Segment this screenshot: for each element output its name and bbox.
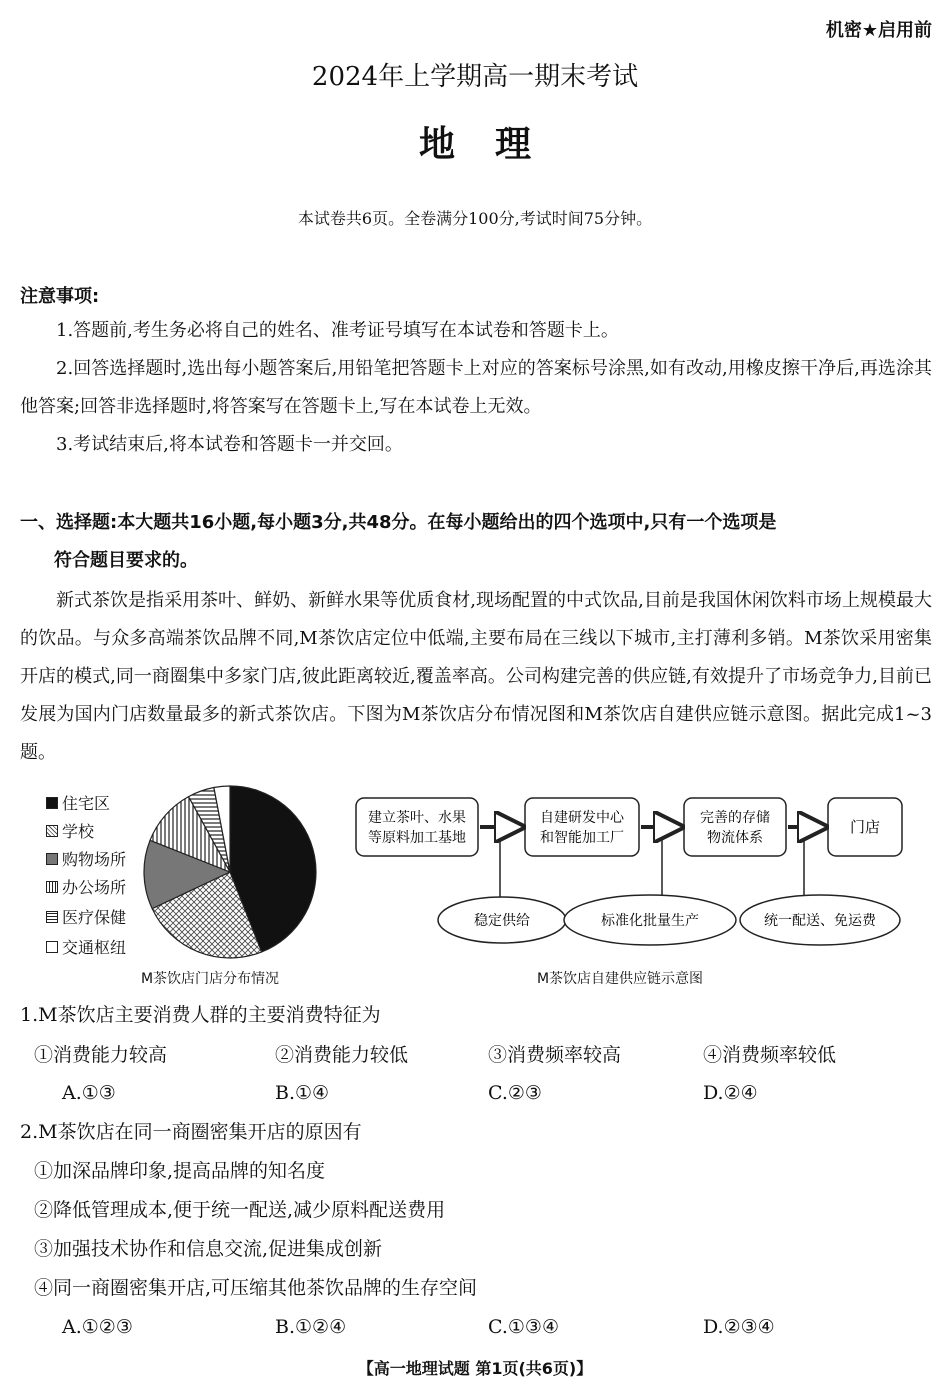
legend-swatch-icon bbox=[46, 825, 58, 837]
section-heading-cont: 符合题目要求的。 bbox=[54, 550, 198, 571]
notice-item-3: 3.考试结束后,将本试卷和答题卡一并交回。 bbox=[56, 434, 403, 455]
notice-item-1: 1.答题前,考生务必将自己的姓名、准考证号填写在本试卷和答题卡上。 bbox=[56, 320, 619, 341]
q2-option-a[interactable]: A.①②③ bbox=[62, 1316, 133, 1338]
legend-item: 住宅区 bbox=[46, 791, 110, 814]
supply-box-rd-line1: 自建研发中心 bbox=[540, 810, 624, 826]
legend-item: 购物场所 bbox=[46, 847, 126, 870]
supply-box-rd bbox=[525, 798, 639, 856]
q1-option-c[interactable]: C.②③ bbox=[488, 1082, 542, 1104]
legend-swatch-icon bbox=[46, 911, 58, 923]
diagram-caption: M茶饮店自建供应链示意图 bbox=[536, 971, 704, 987]
legend-item: 医疗保健 bbox=[46, 905, 126, 928]
legend-swatch-icon bbox=[46, 881, 58, 893]
supply-box-logistics bbox=[684, 798, 786, 856]
q2-statement: ①加深品牌印象,提高品牌的知名度 bbox=[34, 1160, 326, 1182]
supply-box-logistics-line1: 完善的存储 bbox=[700, 810, 770, 826]
exam-title: 2024年上学期高一期末考试 bbox=[311, 62, 639, 92]
supply-box-logistics-line2: 物流体系 bbox=[707, 830, 763, 846]
q2-option-b[interactable]: B.①②④ bbox=[275, 1316, 347, 1338]
q1-option-d[interactable]: D.②④ bbox=[703, 1082, 758, 1104]
exam-info: 本试卷共6页。全卷满分100分,考试时间75分钟。 bbox=[297, 209, 653, 228]
question-2-stem: 2.M茶饮店在同一商圈密集开店的原因有 bbox=[20, 1121, 362, 1143]
q2-statement: ④同一商圈密集开店,可压缩其他茶饮品牌的生存空间 bbox=[34, 1277, 478, 1299]
supply-box-base-line2: 等原料加工基地 bbox=[368, 830, 466, 846]
pie-caption: M茶饮店门店分布情况 bbox=[140, 971, 280, 987]
subject-title: 地理 bbox=[418, 124, 571, 165]
q1-option-a[interactable]: A.①③ bbox=[62, 1082, 116, 1104]
q2-statement: ②降低管理成本,便于统一配送,减少原料配送费用 bbox=[34, 1199, 446, 1221]
supply-box-base-line1: 建立茶叶、水果 bbox=[368, 810, 466, 826]
notice-item-2: 2.回答选择题时,选出每小题答案后,用铅笔把答题卡上对应的答案标号涂黑,如有改动,用橡皮擦干净后,再选涂其他答案;回答非选择题时,将答案写在答题卡上,写在本试卷上无效。 bbox=[20, 358, 932, 417]
supply-oval-standard-label: 标准化批量生产 bbox=[601, 913, 699, 929]
supply-box-store-label: 门店 bbox=[849, 818, 881, 836]
legend-swatch-icon bbox=[46, 797, 58, 809]
q1-statement: ③消费频率较高 bbox=[488, 1044, 622, 1066]
legend-item: 办公场所 bbox=[46, 875, 126, 898]
legend-swatch-icon bbox=[46, 853, 58, 865]
pie-chart bbox=[140, 782, 320, 962]
legend-item: 学校 bbox=[46, 819, 94, 842]
q2-option-c[interactable]: C.①③④ bbox=[488, 1316, 559, 1338]
section-heading: 一、选择题:本大题共16小题,每小题3分,共48分。在每小题给出的四个选项中,只有一个选项是 bbox=[20, 512, 777, 533]
q2-option-d[interactable]: D.②③④ bbox=[703, 1316, 775, 1338]
supply-box-base bbox=[356, 798, 478, 856]
q1-statement: ④消费频率较低 bbox=[703, 1044, 837, 1066]
legend-item: 交通枢纽 bbox=[46, 935, 126, 958]
supply-box-rd-line2: 和智能加工厂 bbox=[540, 830, 624, 846]
q1-statement: ①消费能力较高 bbox=[34, 1044, 168, 1066]
page-footer: 【高一地理试题 第1页(共6页)】 bbox=[357, 1359, 593, 1378]
question-1-stem: 1.M茶饮店主要消费人群的主要消费特征为 bbox=[20, 1004, 381, 1026]
supply-chain-diagram bbox=[350, 790, 910, 950]
passage: 新式茶饮是指采用茶叶、鲜奶、新鲜水果等优质食材,现场配置的中式饮品,目前是我国休闲饮料市场上规模最大的饮品。与众多高端茶饮品牌不同,M茶饮店定位中低端,主要布局在三线以下城市,主打薄利多销。M茶饮采用密集开店的模式,同一商圈集中多家门店,彼此距离较近,覆盖率高。公司构建完善的供应链,有效提升了市场竞争力,目前已发展为国内门店数量最多的新式茶饮店。下图为M茶饮店分布情况图和M茶饮店自建供应链示意图。据此完成1~3题。 bbox=[20, 590, 932, 763]
supply-oval-delivery-label: 统一配送、免运费 bbox=[764, 913, 876, 929]
q1-statement: ②消费能力较低 bbox=[275, 1044, 409, 1066]
q2-statement: ③加强技术协作和信息交流,促进集成创新 bbox=[34, 1238, 383, 1260]
confidential-mark: 机密★启用前 bbox=[825, 20, 932, 41]
q1-option-b[interactable]: B.①④ bbox=[275, 1082, 330, 1104]
notice-heading: 注意事项: bbox=[20, 286, 100, 307]
legend-swatch-icon bbox=[46, 941, 58, 953]
supply-oval-stable-label: 稳定供给 bbox=[474, 913, 530, 929]
